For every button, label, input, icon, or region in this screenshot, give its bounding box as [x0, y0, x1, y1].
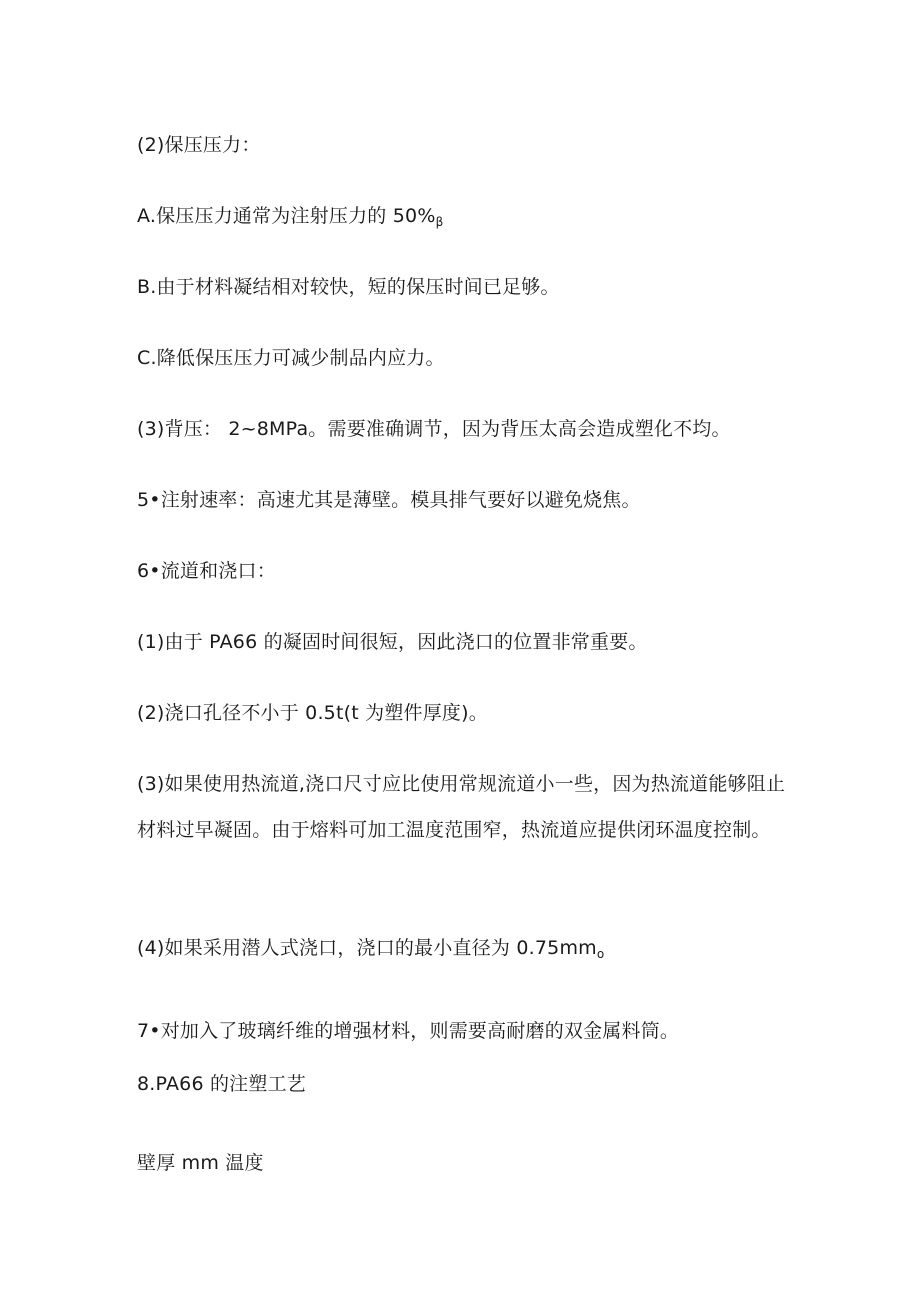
paragraph-text: (2)浇口孔径不小于 0.5t(t 为塑件厚度)。 [137, 702, 488, 724]
paragraph-runner-gate-heading [137, 548, 797, 594]
paragraph-text: (2)保压压力： [137, 134, 261, 156]
paragraph-holding-pressure-b [137, 264, 797, 310]
paragraph-suffix: o [596, 947, 605, 961]
paragraph-glass-fiber [137, 1008, 797, 1054]
paragraph-text: 5•注射速率：高速尤其是薄壁。模具排气要好以避免烧焦。 [137, 489, 641, 511]
paragraph-text: (4)如果采用潜人式浇口，浇口的最小直径为 0.75mm [137, 937, 597, 959]
paragraph-injection-rate [137, 477, 797, 523]
paragraph-text: 壁厚 mm 温度 [137, 1152, 264, 1174]
paragraph-injection-process-heading [137, 1061, 797, 1107]
paragraph-holding-pressure-heading [137, 122, 797, 168]
paragraph-gate-position [137, 619, 797, 665]
paragraph-text: 8.PA66 的注塑工艺 [137, 1073, 306, 1095]
paragraph-gate-diameter [137, 690, 797, 736]
paragraph-holding-pressure-c [137, 335, 797, 381]
paragraph-back-pressure [137, 406, 797, 452]
paragraph-text: (1)由于 PA66 的凝固时间很短，因此浇口的位置非常重要。 [137, 631, 648, 653]
paragraph-submarine-gate [137, 925, 797, 977]
paragraph-text: A.保压压力通常为注射压力的 50% [137, 205, 436, 227]
paragraph-text: 6•流道和浇口： [137, 560, 276, 582]
paragraph-holding-pressure-a [137, 193, 797, 245]
paragraph-suffix: β [435, 215, 444, 229]
paragraph-text: 7•对加入了玻璃纤维的增强材料，则需要高耐磨的双金属料筒。 [137, 1020, 680, 1042]
paragraph-hot-runner [137, 761, 789, 853]
paragraph-text: C.降低保压压力可减少制品内应力。 [137, 347, 445, 369]
paragraph-wall-thickness-temperature [137, 1140, 797, 1186]
paragraph-text: (3)如果使用热流道,浇口尺寸应比使用常规流道小一些，因为热流道能够阻止材料过早凝固。由于熔料可加工温度范围窄，热流道应提供闭环温度控制。 [137, 773, 786, 841]
paragraph-text: (3)背压： 2~8MPa。需要准确调节，因为背压太高会造成塑化不均。 [137, 418, 731, 440]
paragraph-text: B.由于材料凝结相对较快，短的保压时间已足够。 [137, 276, 560, 298]
